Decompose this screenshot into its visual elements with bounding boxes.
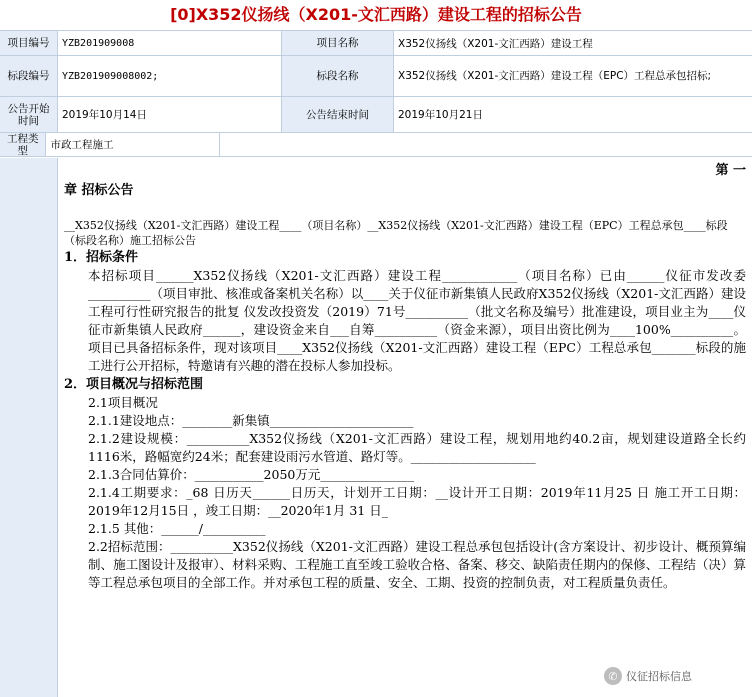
chapter-number: 第 一 [715,163,746,178]
item-2-1-1: 2.1.1建设地点：________新集镇_______________________ [88,413,414,428]
item-2-1-3: 2.1.3合同估算价：___________2050万元_______________ [88,467,415,482]
info-row-project [0,31,752,56]
section-no-label: 标段编号 [0,56,58,96]
item-2-2: 2.2招标范围：__________X352仪扬线（X201-文汇西路）建设工程总承包包括设计(含方案设计、初步设计、概预算编制、施工图设计及报审）、材料采购、工程施工直至竣工验收合格、备案、移交、缺陷责任期内的保修、工程结（决）算等工程总承包项目的全部工作。并对承包工程的质量、安全、工期、投资的控制负责，对工程质量负责任。 [88,539,746,590]
info-row-type [0,133,752,157]
item-2-1-5: 2.1.5 其他：______/__________ [88,521,266,536]
section-heading-2: 2．项目概况与招标范围 [64,377,204,392]
project-name-label: 项目名称 [282,31,394,55]
info-row-section [0,56,752,97]
type-empty [220,133,752,156]
type-label: 工程类型 [0,133,46,156]
section-no-value: YZB201909008002; [58,56,282,96]
end-time-value: 2019年10月21日 [394,97,752,132]
section-name-label: 标段名称 [282,56,394,96]
item-2-1: 2.1项目概况 [88,395,158,410]
paragraph-bid-conditions: 本招标项目______X352仪扬线（X201-文汇西路）建设工程____________（项目名称）已由______仪征市发改委__________（项目审批、核准或备案机关名称）以____关于仪征市新集镇人民政府X352仪扬线（X201-文汇西路）建设工程可行性研究报告的批复 仪发改投资发（2019）71号__________（批文名称及编号）批准建设，项目业主为____仪征市新集镇人民政府______，建设资金来自___自筹__________（资金来源），项目出资比例为____100%__________。项目已具备招标条件，现对该项目____X352仪扬线（X201-文汇西路）建设工程（EPC）工程总承包_______标段的施工进行公开招标，特邀请有兴趣的潜在投标人参加投标。 [88,268,746,373]
end-time-label: 公告结束时间 [282,97,394,132]
item-2-1-2: 2.1.2建设规模：__________X352仪扬线（X201-文汇西路）建设工程，规划用地约40.2亩，规划建设道路全长约1116米，路幅宽约24米；配套建设雨污水管道、路灯等。____________________ [88,431,746,464]
start-time-value: 2019年10月14日 [58,97,282,132]
page-title: [0]X352仪扬线（X201-文汇西路）建设工程的招标公告 [170,5,582,24]
info-row-time [0,97,752,133]
project-name-value: X352仪扬线（X201-文汇西路）建设工程 [394,31,752,55]
section-heading-1: 1．招标条件 [64,250,139,265]
wechat-icon: ✆ [604,667,622,685]
announcement-content [0,158,752,697]
announcement-body [64,162,746,592]
start-time-label: 公告开始时间 [0,97,58,132]
chapter-title: 章 招标公告 [64,183,134,198]
content-left-strip [0,158,58,697]
project-no-label: 项目编号 [0,31,58,55]
announcement-subtitle: __X352仪扬线（X201-文汇西路）建设工程____（项目名称）__X352仪扬线（X201-文汇西路）建设工程（EPC）工程总承包____标段（标段名称）施工招标公告 [64,219,728,247]
info-table [0,30,752,157]
section-name-value: X352仪扬线（X201-文汇西路）建设工程（EPC）工程总承包招标; [394,56,752,96]
watermark-text: 仪征招标信息 [626,670,692,683]
item-2-1-4: 2.1.4工期要求：_68 日历天______日历天，计划开工日期：__设计开工日期：2019年11月25 日 施工开工日期：2019年12月15日 ，竣工日期：__2020年1月 31 日_ [88,485,746,518]
wechat-watermark [600,662,746,690]
type-value: 市政工程施工 [46,133,219,156]
project-no-value: YZB201909008 [58,31,282,55]
